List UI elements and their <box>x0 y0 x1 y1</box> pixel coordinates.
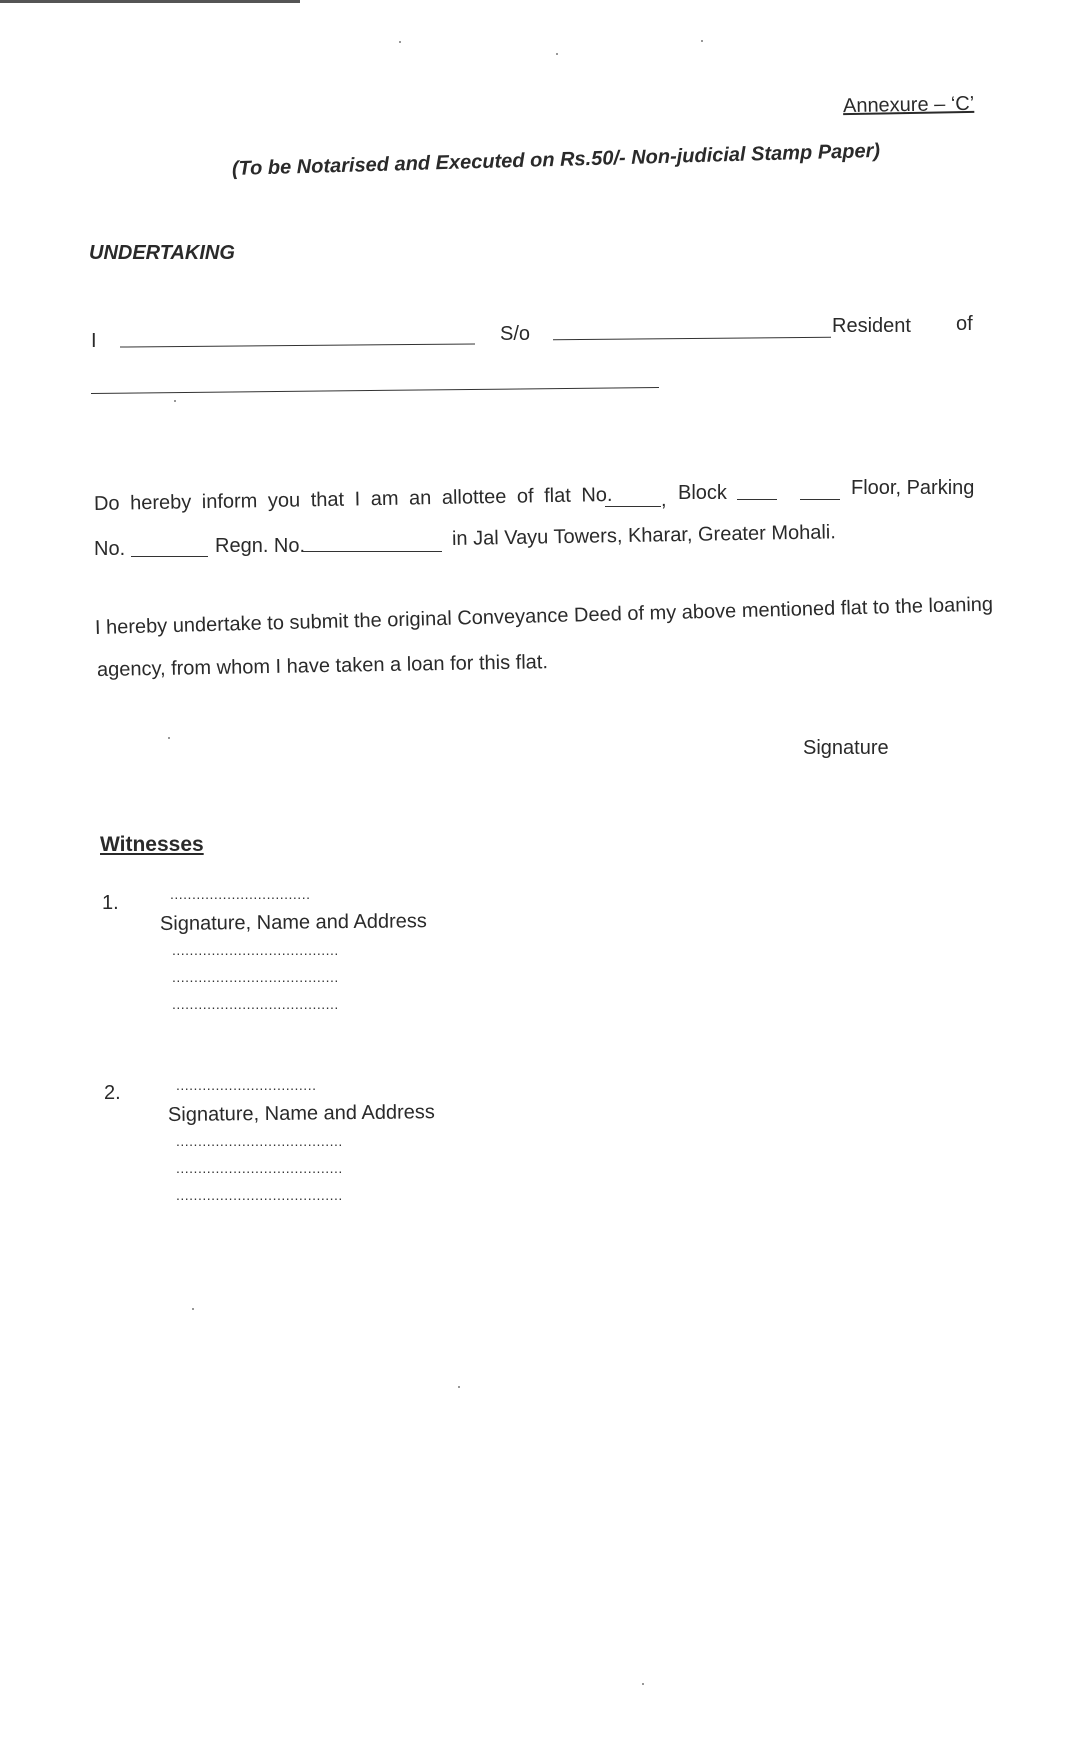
parking-no-blank <box>131 556 208 557</box>
parking-no-label: No. <box>94 538 126 560</box>
signature-label: Signature <box>803 737 889 759</box>
scan-speck <box>642 1683 644 1685</box>
name-blank-line <box>120 343 475 347</box>
witness-2-address-dots: ...................................... <box>176 1133 343 1149</box>
witness-2-caption: Signature, Name and Address <box>167 1101 435 1126</box>
of-label: of <box>956 313 973 335</box>
undertaking-line-2: agency, from whom I have taken a loan for this flat. <box>96 651 549 681</box>
so-label: S/o <box>500 323 531 345</box>
witness-1-address-dots: ...................................... <box>172 969 339 985</box>
witness-1-address-dots: ...................................... <box>172 942 339 958</box>
annexure-label: Annexure – ‘C’ <box>842 92 975 118</box>
witnesses-heading: Witnesses <box>100 833 204 856</box>
witness-1-caption: Signature, Name and Address <box>159 910 427 935</box>
undertaking-line-1: I hereby undertake to submit the original Conveyance Deed of my above mentioned flat to the loaning <box>94 593 994 639</box>
witness-2-signature-dots: ................................ <box>176 1077 317 1093</box>
regn-no-label: Regn. No. <box>215 535 306 557</box>
scan-speck <box>174 400 176 402</box>
witness-1-signature-dots: ................................ <box>170 886 311 902</box>
undertaking-heading: UNDERTAKING <box>89 242 235 264</box>
scan-speck <box>399 41 401 43</box>
flat-no-blank <box>605 506 661 507</box>
stamp-paper-note: (To be Notarised and Executed on Rs.50/- Non-judicial Stamp Paper) <box>231 139 881 180</box>
location-text: in Jal Vayu Towers, Kharar, Greater Mohali. <box>451 521 837 550</box>
pronoun-i: I <box>91 330 97 352</box>
witness-1-number: 1. <box>102 892 119 914</box>
block-blank <box>737 499 777 500</box>
scan-edge <box>0 0 300 3</box>
comma-separator: , <box>661 489 667 511</box>
regn-no-blank <box>302 551 442 552</box>
scan-speck <box>168 737 170 739</box>
floor-blank <box>800 499 840 500</box>
resident-label: Resident <box>832 315 911 337</box>
scan-speck <box>556 53 558 55</box>
scan-speck <box>192 1308 194 1310</box>
witness-2-address-dots: ...................................... <box>176 1160 343 1176</box>
scan-speck <box>458 1386 460 1388</box>
scan-speck <box>701 40 703 42</box>
floor-parking-label: Floor, Parking <box>851 477 975 499</box>
allotment-intro: Do hereby inform you that I am an allottee of flat No. <box>93 483 613 515</box>
address-blank-line <box>91 387 659 394</box>
block-label: Block <box>678 482 727 504</box>
witness-2-number: 2. <box>104 1082 121 1104</box>
witness-1-address-dots: ...................................... <box>172 996 339 1012</box>
father-name-blank-line <box>553 337 831 340</box>
witness-2-address-dots: ...................................... <box>176 1187 343 1203</box>
